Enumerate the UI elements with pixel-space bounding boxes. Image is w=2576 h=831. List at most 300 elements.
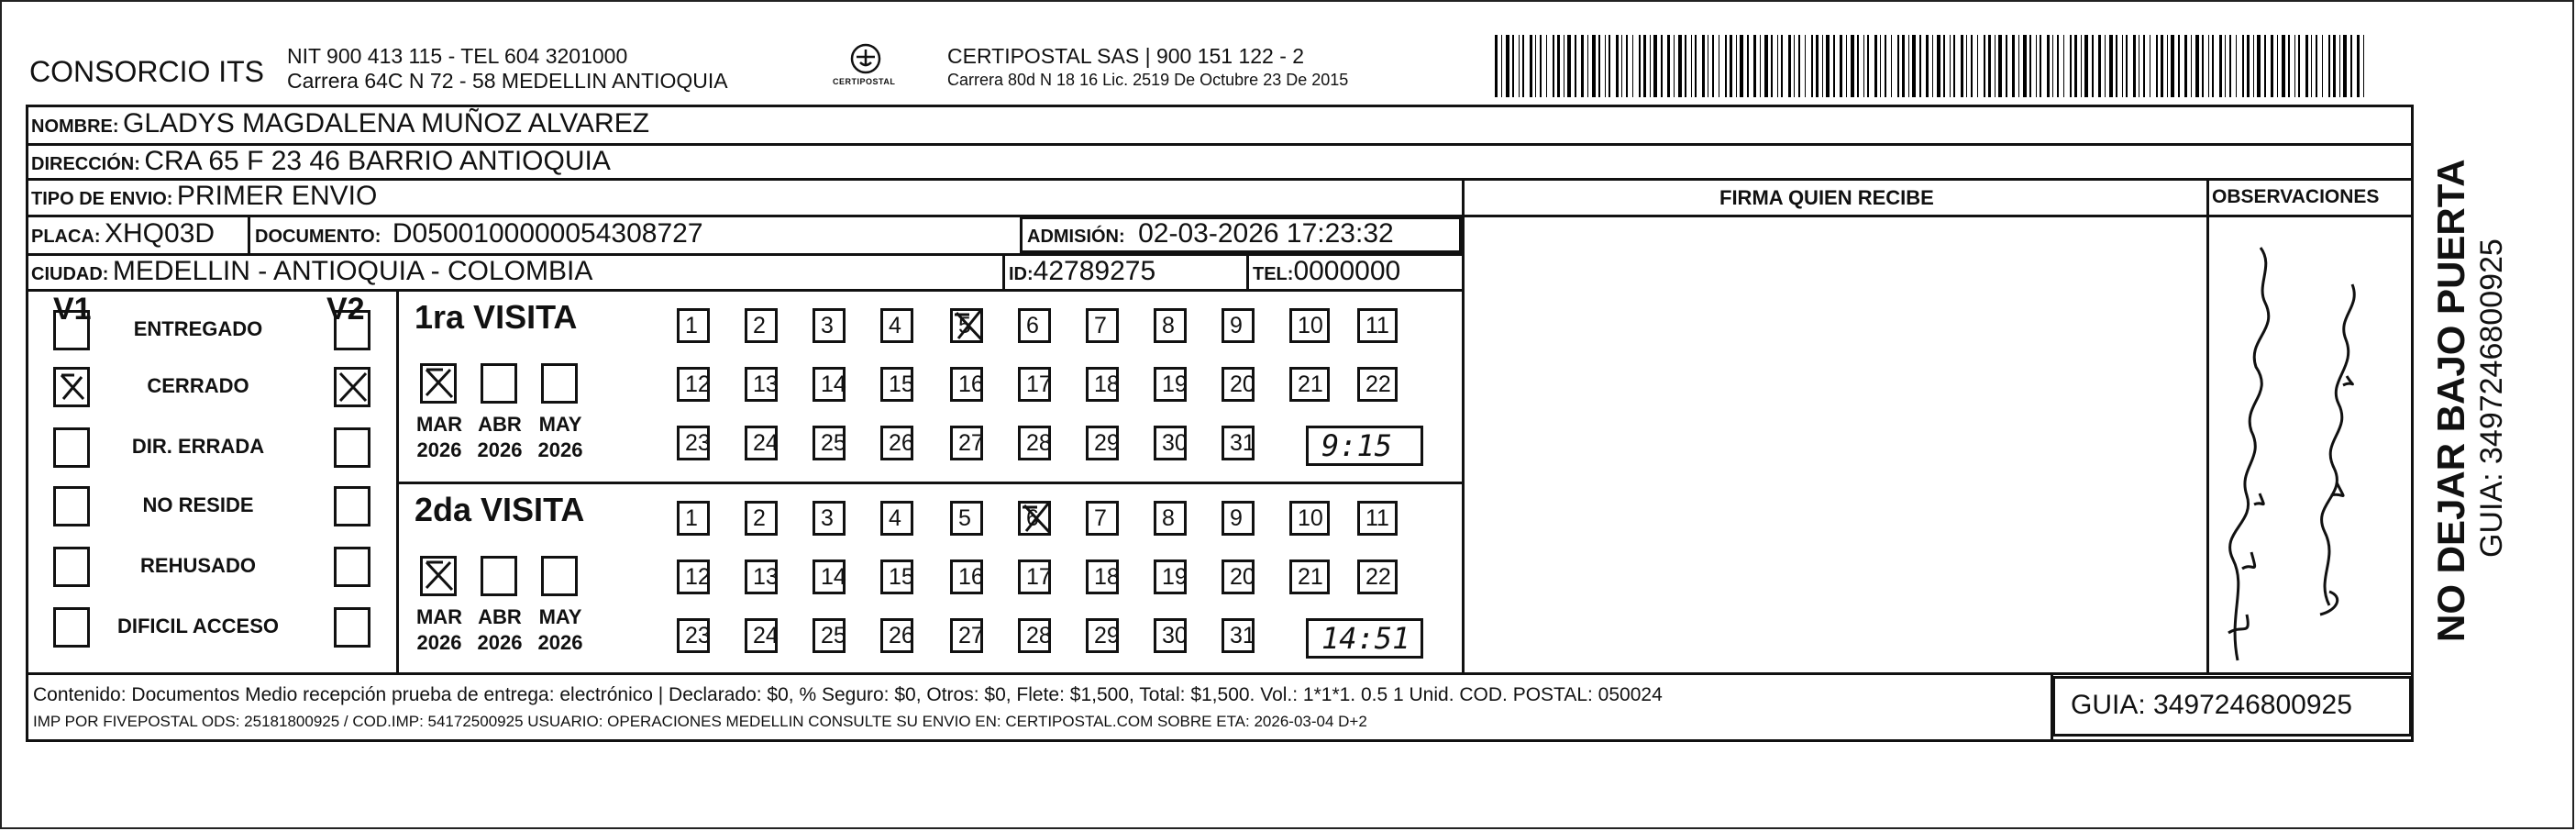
certipostal-logo [827,40,904,95]
barcode-bar [1639,35,1641,97]
barcode-bar [1863,35,1864,97]
barcode-bar [1725,35,1727,97]
rule [1002,253,1005,289]
calendar-day[interactable] [1289,501,1330,536]
barcode-bar [1740,35,1743,97]
calendar-day-label: 24 [753,623,779,648]
barcode-bar [1846,35,1847,97]
id-row [1009,256,1155,287]
barcode-bar [2247,35,2250,97]
calendar-day-label: 13 [753,371,779,397]
barcode-bar [2018,35,2019,97]
rule [26,105,28,739]
month-label: MAY [538,605,582,628]
v1-header: V1 [53,292,92,327]
calendar-day[interactable] [677,618,710,653]
barcode-bar [1643,35,1646,97]
calendar-day[interactable] [950,426,983,460]
calendar-day-label: 20 [1230,564,1255,590]
barcode-bar [1695,35,1697,97]
calendar-day-label: 13 [753,564,779,590]
barcode-bar [1794,35,1795,97]
calendar-day[interactable] [1154,501,1187,536]
calendar-day[interactable] [745,367,778,402]
ciudad-value: MEDELLIN - ANTIOQUIA - COLOMBIA [112,256,593,286]
calendar-day[interactable] [1357,308,1398,343]
calendar-day-label: 27 [958,623,984,648]
year-label: 2026 [537,438,583,461]
barcode-bar [2195,35,2199,97]
barcode-bar [1598,35,1600,97]
barcode-bar [1932,35,1933,97]
status-option-label: CERRADO [147,374,249,397]
ciudad-row [31,256,592,287]
barcode-bar [1988,35,1991,97]
barcode-bar [1540,35,1542,97]
visit-time-box[interactable] [1306,426,1423,466]
logo-lettering: CERTIPOSTAL [833,77,896,86]
nombre-value: GLADYS MAGDALENA MUÑOZ ALVAREZ [123,108,650,138]
calendar-day[interactable] [1222,618,1255,653]
barcode-bar [1609,35,1610,97]
barcode-bar [1897,35,1899,97]
no-dejar-text: NO DEJAR BAJO PUERTA [2429,159,2472,642]
calendar-day-label: 19 [1162,371,1188,397]
barcode-bar [2311,35,2312,97]
company-name: CONSORCIO ITS [29,55,265,88]
calendar-day-label: 9 [1230,313,1243,338]
calendar-day-label: 5 [958,505,971,531]
calendar-day[interactable] [745,308,778,343]
calendar-day-label: 4 [889,313,901,338]
month-checkbox[interactable] [541,363,578,404]
calendar-day[interactable] [880,426,913,460]
calendar-day[interactable] [813,367,846,402]
barcode-bar [1977,35,1978,97]
calendar-day-label: 8 [1162,313,1175,338]
handwritten-observation [2210,229,2394,660]
barcode-bar [2105,35,2106,97]
calendar-day[interactable] [677,560,710,594]
calendar-day[interactable] [1154,426,1187,460]
calendar-day[interactable] [1222,308,1255,343]
barcode-bar [2023,35,2027,97]
calendar-day[interactable] [813,560,846,594]
barcode-bar [2029,35,2031,97]
barcode-bar [2052,35,2053,97]
status-option-label: DIFICIL ACCESO [116,615,279,637]
calendar-day-label: 12 [685,564,711,590]
calendar-day[interactable] [1154,618,1187,653]
barcode-bar [1546,35,1547,97]
barcode-bar [1798,35,1800,97]
v2-checkbox[interactable] [334,607,370,648]
rule [26,289,1462,292]
calendar-day-label: 22 [1365,371,1391,397]
barcode-bar [1822,35,1823,97]
calendar-day[interactable] [1289,308,1330,343]
barcode-bar [1674,35,1675,97]
month-checkbox[interactable] [481,556,517,596]
calendar-day[interactable] [1222,426,1255,460]
v2-checkbox[interactable] [334,486,370,526]
placa-label: PLACA: [31,227,101,247]
barcode-bar [1777,35,1778,97]
barcode-bar [1919,35,1921,97]
barcode-bar [1512,35,1514,97]
observaciones-header: OBSERVACIONES [2212,186,2380,207]
calendar-day[interactable] [1357,367,1398,402]
barcode-bar [1506,35,1509,97]
barcode-bar [1764,35,1768,97]
calendar-day-label: 29 [1094,430,1120,456]
calendar-day[interactable] [1154,308,1187,343]
barcode-bar [1650,35,1651,97]
barcode-bar [1592,35,1596,97]
calendar-day-label: 16 [958,564,984,590]
company-address: Carrera 64C N 72 - 58 MEDELLIN ANTIOQUIA [287,69,728,93]
calendar-day[interactable] [1154,367,1187,402]
barcode-bar [1771,35,1773,97]
barcode-bar [1912,35,1916,97]
barcode-bar [2070,35,2072,97]
barcode-bar [1926,35,1929,97]
id-value: 42789275 [1033,256,1156,286]
v2-checkbox[interactable] [334,310,370,350]
barcode-bar [1857,35,1859,97]
barcode-bar [1851,35,1854,97]
barcode-bar [2305,35,2308,97]
calendar-day-label: 26 [889,430,914,456]
placa-row [31,218,215,249]
v2-checkbox[interactable] [334,427,370,468]
month-label: MAR [415,413,463,436]
status-option-label: REHUSADO [140,554,256,577]
calendar-day[interactable] [950,308,983,343]
calendar-day-label: 17 [1026,564,1052,590]
barcode-bar [1805,35,1806,97]
barcode-bar [2143,35,2145,97]
nombre-label: NOMBRE: [31,116,119,137]
barcode-bar [1880,35,1881,97]
barcode-bar [2156,35,2158,97]
calendar-day[interactable] [1086,560,1119,594]
calendar-day-label: 15 [889,564,914,590]
barcode-bar [1581,35,1584,97]
barcode-bar [2092,35,2094,97]
barcode-bar [1902,35,1905,97]
calendar-day-label: 30 [1162,430,1188,456]
barcode-bar [1567,35,1571,97]
direccion-row [31,146,611,177]
calendar-day[interactable] [677,308,710,343]
year-label: 2026 [477,438,523,461]
calendar-day[interactable] [1222,367,1255,402]
calendar-day-label: 21 [1298,564,1323,590]
year-label: 2026 [477,631,523,654]
barcode-bar [2212,35,2214,97]
barcode-bar [2328,35,2330,97]
calendar-day[interactable] [677,501,710,536]
calendar-day-label: 31 [1230,430,1255,456]
calendar-day[interactable] [1086,426,1119,460]
calendar-day[interactable] [1222,560,1255,594]
barcode-bar [2084,35,2088,97]
calendar-day-label: 18 [1094,371,1120,397]
visit-title: 1ra VISITA [415,298,578,336]
barcode-bar [1984,35,1985,97]
barcode-bar [1966,35,1967,97]
rule [1462,215,2414,217]
barcode-bar [2081,35,2082,97]
calendar-day[interactable] [1086,501,1119,536]
year-label: 2026 [537,631,583,654]
barcode-bar [2063,35,2064,97]
barcode-bar [1587,35,1588,97]
barcode-bar [1908,35,1909,97]
barcode-bar [2242,35,2244,97]
calendar-day[interactable] [745,618,778,653]
calendar-day[interactable] [677,426,710,460]
calendar-day[interactable] [950,501,983,536]
calendar-day[interactable] [880,618,913,653]
barcode-bar [1736,35,1737,97]
barcode-bar [1653,35,1657,97]
barcode-bar [1557,35,1560,97]
barcode-bar [1519,35,1520,97]
calendar-day[interactable] [745,560,778,594]
calendar-day-label: 19 [1162,564,1188,590]
v2-checkbox[interactable] [334,547,370,587]
month-checkbox[interactable] [541,556,578,596]
barcode-bar [2288,35,2290,97]
calendar-day-label: 10 [1298,313,1323,338]
calendar-day-label: 1 [685,505,698,531]
documento-label: DOCUMENTO: [255,227,381,247]
calendar-day-label: 7 [1094,505,1107,531]
calendar-day-label: 30 [1162,623,1188,648]
barcode-bar [2264,35,2266,97]
calendar-day[interactable] [880,367,913,402]
calendar-day-label: 14 [821,371,846,397]
barcode-bar [2339,35,2340,97]
documento-row [255,218,703,249]
calendar-day[interactable] [1018,367,1051,402]
barcode-bar [1840,35,1842,97]
admision-value: 02-03-2026 17:23:32 [1138,218,1394,249]
calendar-day-label: 25 [821,623,846,648]
tipo-row [31,181,377,212]
barcode-bar [2047,35,2050,97]
barcode-bar [2236,35,2237,97]
visit-title: 2da VISITA [415,491,585,528]
barcode-bar [2282,35,2285,97]
admision-row [1027,218,1394,249]
calendar-day[interactable] [1357,501,1398,536]
barcode-bar [2036,35,2037,97]
rule [2411,105,2414,739]
calendar-day[interactable] [950,618,983,653]
barcode-bar [2277,35,2278,97]
calendar-day[interactable] [1289,367,1330,402]
barcode-bar [2178,35,2180,97]
calendar-day[interactable] [1154,560,1187,594]
v2-checkbox[interactable] [334,367,370,407]
barcode-bar [2202,35,2204,97]
barcode-bar [1753,35,1756,97]
status-option-label: DIR. ERRADA [131,435,265,458]
barcode-bar [1626,35,1628,97]
barcode-bar [2161,35,2163,97]
calendar-day-label: 25 [821,430,846,456]
barcode-bar [2012,35,2015,97]
barcode-bar [2040,35,2041,97]
barcode-bar [1691,35,1692,97]
admision-label: ADMISIÓN: [1027,227,1125,247]
barcode-bar [1501,35,1502,97]
barcode-bar [2271,35,2273,97]
ciudad-label: CIUDAD: [31,264,109,284]
month-label: ABR [478,413,522,436]
calendar-day[interactable] [745,501,778,536]
barcode-bar [1678,35,1682,97]
calendar-day[interactable] [950,560,983,594]
calendar-day-label: 6 [1026,505,1039,531]
barcode-bar [2208,35,2209,97]
calendar-day[interactable] [1086,308,1119,343]
tipo-value: PRIMER ENVIO [176,181,378,211]
firma-header: FIRMA QUIEN RECIBE [1719,186,1934,209]
year-label: 2026 [416,631,462,654]
day-mark-icon [953,307,989,344]
calendar-day[interactable] [880,308,913,343]
calendar-day-label: 3 [821,313,834,338]
guia-box-text: GUIA: 3497246800925 [2071,690,2352,720]
calendar-day[interactable] [1289,560,1330,594]
side-guia-text: GUIA: 3497246800925 [2474,238,2509,558]
rule [396,482,1462,484]
calendar-day[interactable] [1018,501,1051,536]
calendar-day-label: 15 [889,371,914,397]
barcode-bar [1632,35,1633,97]
calendar-day-label: 1 [685,313,698,338]
calendar-day-label: 18 [1094,564,1120,590]
barcode-bar [1937,35,1940,97]
month-label: MAY [538,413,582,436]
direccion-value: CRA 65 F 23 46 BARRIO ANTIOQUIA [144,146,611,176]
rule [26,178,2414,181]
calendar-day-label: 3 [821,505,834,531]
barcode-bar [1788,35,1791,97]
month-checkbox[interactable] [420,363,457,404]
calendar-day-label: 10 [1298,505,1323,531]
barcode-bar [2116,35,2117,97]
contenido-text: Contenido: Documentos Medio recepción prueba de entrega: electrónico | Declarado: $0, % Seguro: $0, Otros: $0, Flete: $1,500, Total: $1,500. Vol.: 1*1*1. 0.5 1 Unid. COD. POSTAL: 050024 [33,684,1663,705]
barcode-bar [1867,35,1869,97]
barcode-bar [2350,35,2352,97]
visit-time-box[interactable] [1306,618,1423,659]
barcode-bar [1522,35,1524,97]
barcode-bar [1685,35,1686,97]
barcode-bar [1971,35,1973,97]
barcode-bar [1961,35,1963,97]
status-option-label: ENTREGADO [133,317,263,340]
calendar-day[interactable] [1357,560,1398,594]
year-label: 2026 [416,438,462,461]
certipostal-address: Carrera 80d N 18 16 Lic. 2519 De Octubre 23 De 2015 [947,71,1349,89]
calendar-day[interactable] [813,501,846,536]
calendar-day-label: 26 [889,623,914,648]
barcode-bar [2294,35,2295,97]
barcode-bar [1616,35,1619,97]
tel-row [1253,256,1400,287]
imp-text: IMP POR FIVEPOSTAL ODS: 25181800925 / COD.IMP: 54172500925 USUARIO: OPERACIONES MEDELLIN CONSULTE SU ENVIO EN: CERTIPOSTAL.COM SOBRE ETA: 2026-03-04 D+2 [33,713,1367,730]
calendar-day[interactable] [677,367,710,402]
barcode-bar [1833,35,1835,97]
barcode-bar [2322,35,2323,97]
barcode-bar [1605,35,1606,97]
calendar-day[interactable] [1222,501,1255,536]
calendar-day[interactable] [813,308,846,343]
calendar-day-label: 14 [821,564,846,590]
calendar-day-label: 22 [1365,564,1391,590]
calendar-day[interactable] [745,426,778,460]
barcode-bar [1702,35,1705,97]
rule [248,215,250,253]
calendar-day[interactable] [1018,426,1051,460]
calendar-day[interactable] [1086,618,1119,653]
calendar-day[interactable] [950,367,983,402]
calendar-day[interactable] [1086,367,1119,402]
barcode-bar [1621,35,1622,97]
barcode-bar [2057,35,2059,97]
calendar-day[interactable] [1018,308,1051,343]
v2-header: V2 [326,292,365,327]
calendar-day-label: 28 [1026,430,1052,456]
direccion-label: DIRECCIÓN: [31,154,140,174]
barcode-bar [2074,35,2077,97]
calendar-day-label: 16 [958,371,984,397]
calendar-day-label: 20 [1230,371,1255,397]
calendar-day[interactable] [813,426,846,460]
month-label: ABR [478,605,522,628]
calendar-day[interactable] [813,618,846,653]
barcode-bar [1553,35,1554,97]
calendar-day[interactable] [880,560,913,594]
visit-time-value: 9:15 [1321,428,1393,463]
barcode-bar [2257,35,2261,97]
certipostal-line: CERTIPOSTAL SAS | 900 151 122 - 2 [947,44,1305,68]
calendar-day[interactable] [1018,560,1051,594]
barcode-bar [1495,35,1498,97]
nombre-row [31,108,649,139]
calendar-day-label: 2 [753,505,766,531]
rule [396,289,399,672]
calendar-day-label: 11 [1365,505,1389,531]
barcode-bar [1747,35,1749,97]
calendar-day[interactable] [880,501,913,536]
month-checkbox[interactable] [420,556,457,596]
barcode-bar [1953,35,1955,97]
barcode-bar [2109,35,2113,97]
barcode-bar [1760,35,1761,97]
calendar-day-label: 31 [1230,623,1255,648]
barcode-bar [1667,35,1670,97]
month-checkbox[interactable] [481,363,517,404]
barcode-bar [1995,35,1996,97]
barcode-bar [2363,35,2364,97]
calendar-day[interactable] [1018,618,1051,653]
